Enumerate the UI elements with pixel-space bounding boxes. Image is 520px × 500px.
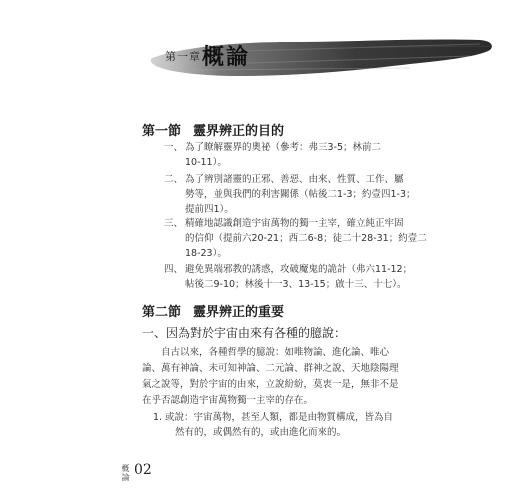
section-title: 靈界辨正的重要	[193, 305, 285, 320]
section-number: 第一節	[142, 124, 182, 139]
list-item-line: 或說：宇宙萬物，甚至人類，都是由物質構成，皆為自	[165, 412, 394, 423]
section-heading	[142, 301, 284, 320]
paragraph-line: 自古以來，各種哲學的臆說：如唯物論、進化論、唯心	[161, 347, 390, 358]
chapter-label: 第一章	[165, 50, 201, 63]
body-paragraph	[142, 345, 402, 409]
section-number: 第二節	[142, 305, 182, 320]
list-item-marker: 1.	[153, 412, 163, 423]
list-item-marker: 一、	[164, 142, 184, 153]
list-item-line: 帖後二9-10；林後十一3、13-15；啟十三、十七）。	[185, 279, 407, 290]
paragraph-line: 論、萬有神論、未可知神論、二元論、群神之說、天地陰陽理	[142, 363, 399, 374]
list-item-line: 為了瞭解靈界的奧祕（參考：弗三3-5；林前二	[185, 142, 382, 153]
list-item-marker: 二、	[164, 174, 184, 185]
list-item-marker: 四、	[164, 264, 184, 275]
chapter-side-label	[121, 464, 130, 482]
list-item-line: 的信仰（提前六20-21；西二6-8；徒二十28-31；約壹二	[185, 233, 427, 244]
list-item-line: 精確地認識創造宇宙萬物的獨一主宰，確立純正牢固	[185, 218, 404, 229]
side-label-char: 概	[121, 464, 130, 473]
section-heading	[142, 120, 284, 139]
section-title: 靈界辨正的目的	[193, 124, 285, 139]
chapter-title: 概論	[202, 45, 251, 70]
list-item-line: 18-23）。	[185, 248, 227, 259]
list-item-line: 避免異端邪教的誘惑，攻破魔鬼的詭計（弗六11-12；	[185, 264, 413, 275]
list-item-line: 為了辨別諸靈的正邪、善惡、由來、性質、工作、屬	[185, 174, 404, 185]
list-item-marker: 三、	[164, 218, 184, 229]
list-item-line: 勢等，並與我們的利害關係（帖後二1-3；約壹四1-3；	[185, 189, 416, 200]
side-label-char: 論	[121, 473, 130, 482]
list-item-line: 提前四1）。	[185, 204, 234, 215]
sub-heading: 一、因為對於宇宙由來有各種的臆說：	[142, 326, 347, 340]
list-item-line: 然有的，或偶然有的，或由進化而來的。	[175, 427, 347, 438]
list-item-line: 10-11）。	[185, 157, 227, 168]
paragraph-line: 氣之說等，對於宇宙的由來，立說紛紛，莫衷一是，無非不是	[142, 379, 399, 390]
paragraph-line: 在乎否認創造宇宙萬物獨一主宰的存在。	[142, 395, 314, 406]
page-number: 02	[134, 462, 152, 478]
